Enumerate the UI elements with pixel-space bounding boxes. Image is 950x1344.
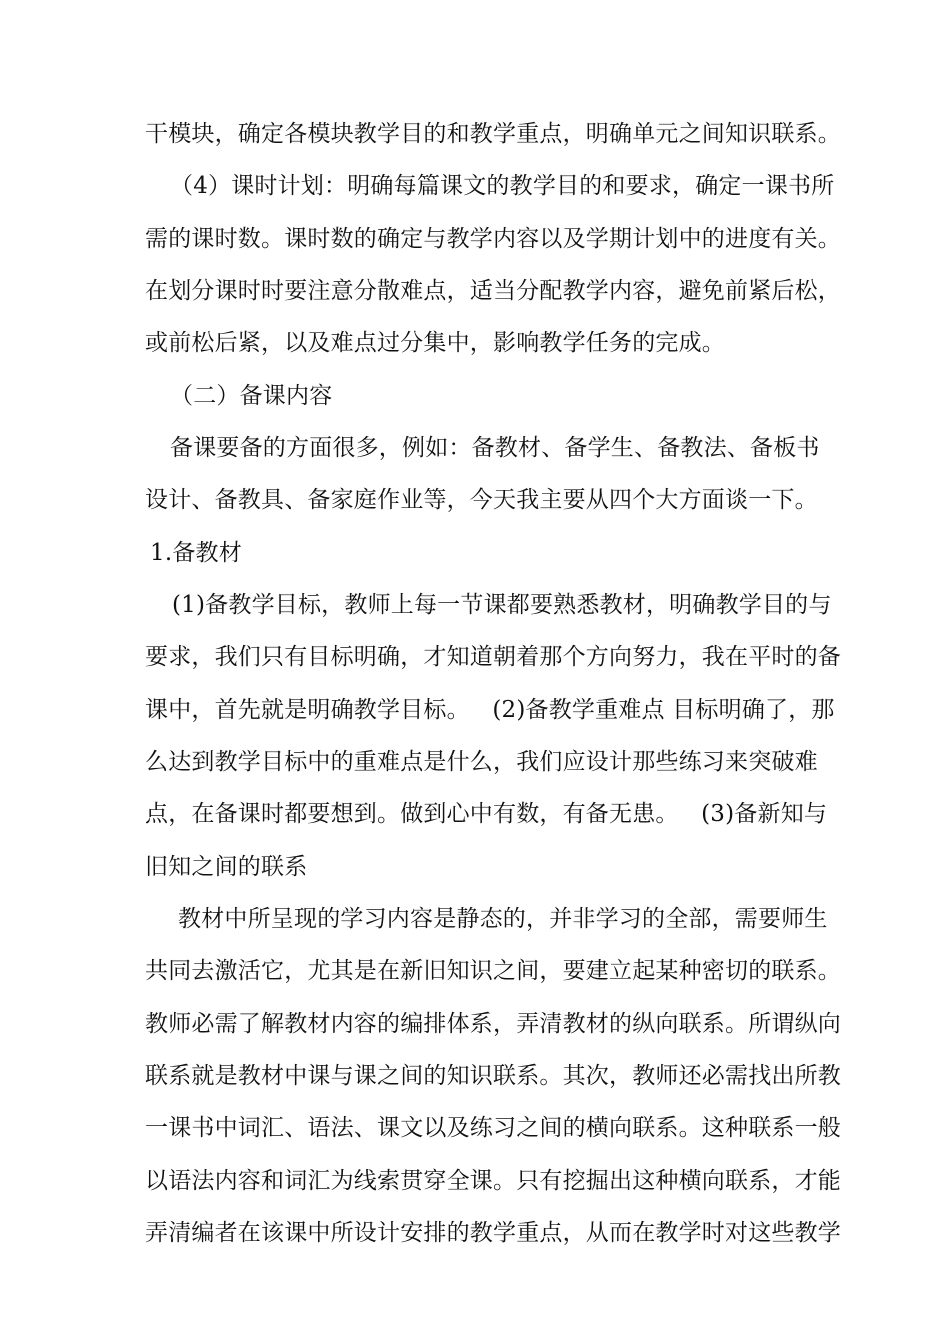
text-line: 或前松后紧，以及难点过分集中，影响教学任务的完成。 [145, 330, 725, 356]
text-line: 课中，首先就是明确教学目标。 (2)备教学重难点 目标明确了，那 [145, 697, 835, 723]
text-line: 共同去激活它，尤其是在新旧知识之间，要建立起某种密切的联系。 [145, 958, 841, 984]
text-line: 以语法内容和词汇为线索贯穿全课。只有挖掘出这种横向联系，才能 [145, 1168, 841, 1194]
text-line: 在划分课时时要注意分散难点，适当分配教学内容，避免前紧后松， [145, 278, 841, 304]
text-line: 设计、备教具、备家庭作业等，今天我主要从四个大方面谈一下。 [145, 487, 818, 513]
text-line: 要求，我们只有目标明确，才知道朝着那个方向努力，我在平时的备 [145, 644, 841, 670]
text-line: 需的课时数。课时数的确定与教学内容以及学期计划中的进度有关。 [145, 226, 841, 252]
text-line: 联系就是教材中课与课之间的知识联系。其次，教师还必需找出所教 [145, 1063, 841, 1089]
text-line: 教师必需了解教材内容的编排体系，弄清教材的纵向联系。所谓纵向 [145, 1011, 841, 1037]
text-line: 么达到教学目标中的重难点是什么，我们应设计那些练习来突破难 [145, 749, 818, 775]
subsection-heading: 1.备教材 [150, 540, 242, 566]
text-line: 备课要备的方面很多，例如：备教材、备学生、备教法、备板书 [170, 435, 820, 461]
text-line: 干模块，确定各模块教学目的和教学重点，明确单元之间知识联系。 [145, 121, 841, 147]
text-line: 一课书中词汇、语法、课文以及练习之间的横向联系。这种联系一般 [145, 1115, 841, 1141]
text-line: 点，在备课时都要想到。做到心中有数，有备无患。 (3)备新知与 [145, 801, 828, 827]
text-line: 教材中所呈现的学习内容是静态的，并非学习的全部，需要师生 [178, 906, 828, 932]
section-heading: （二）备课内容 [170, 383, 333, 409]
text-line: （4）课时计划：明确每篇课文的教学目的和要求，确定一课书所 [170, 173, 835, 199]
text-line: 弄清编者在该课中所设计安排的教学重点，从而在教学时对这些教学 [145, 1220, 841, 1246]
text-line: (1)备教学目标，教师上每一节课都要熟悉教材，明确教学目的与 [172, 592, 832, 618]
text-line: 旧知之间的联系 [145, 854, 308, 880]
